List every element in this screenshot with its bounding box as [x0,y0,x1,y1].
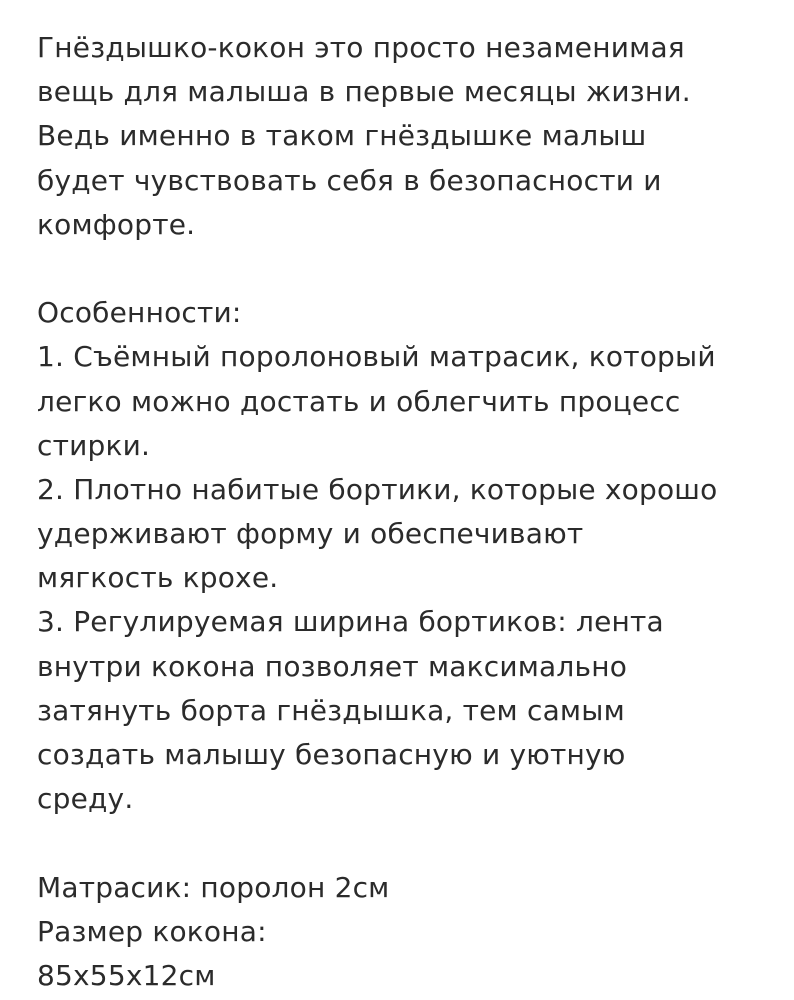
description-line: вещь для малыша в первые месяцы жизни. [37,75,691,109]
description-line: Ведь именно в таком гнёздышке малыш [37,119,647,153]
description-line: Размер кокона: [37,914,267,948]
description-line: 3. Регулируемая ширина бортиков: лента [37,605,664,639]
description-line: создать малышу безопасную и уютную [37,738,626,771]
description-line: комфорте. [37,207,196,241]
description-line: мягкость крохе. [37,561,279,595]
description-line: 2. Плотно набитые бортики, которые хорошо [37,472,718,506]
description-line: затянуть борта гнёздышка, тем самым [37,693,625,727]
description-line: легко можно достать и облегчить процесс [37,384,681,418]
description-line: 85x55x12см [37,958,216,992]
description-line: Гнёздышко-кокон это просто незаменимая [37,31,685,64]
product-description [37,26,717,998]
description-line: среду. [37,782,134,816]
description-line: стирки. [37,428,151,462]
description-line [37,821,717,865]
description-line: 1. Съёмный поролоновый матрасик, который [37,340,716,374]
description-line: Особенности: [37,296,242,330]
description-line [37,247,717,291]
description-line: внутри кокона позволяет максимально [37,649,628,683]
description-line: Матрасик: поролон 2см [37,870,390,904]
description-line: удерживают форму и обеспечивают [37,517,584,551]
description-line: будет чувствовать себя в безопасности и [37,163,662,197]
